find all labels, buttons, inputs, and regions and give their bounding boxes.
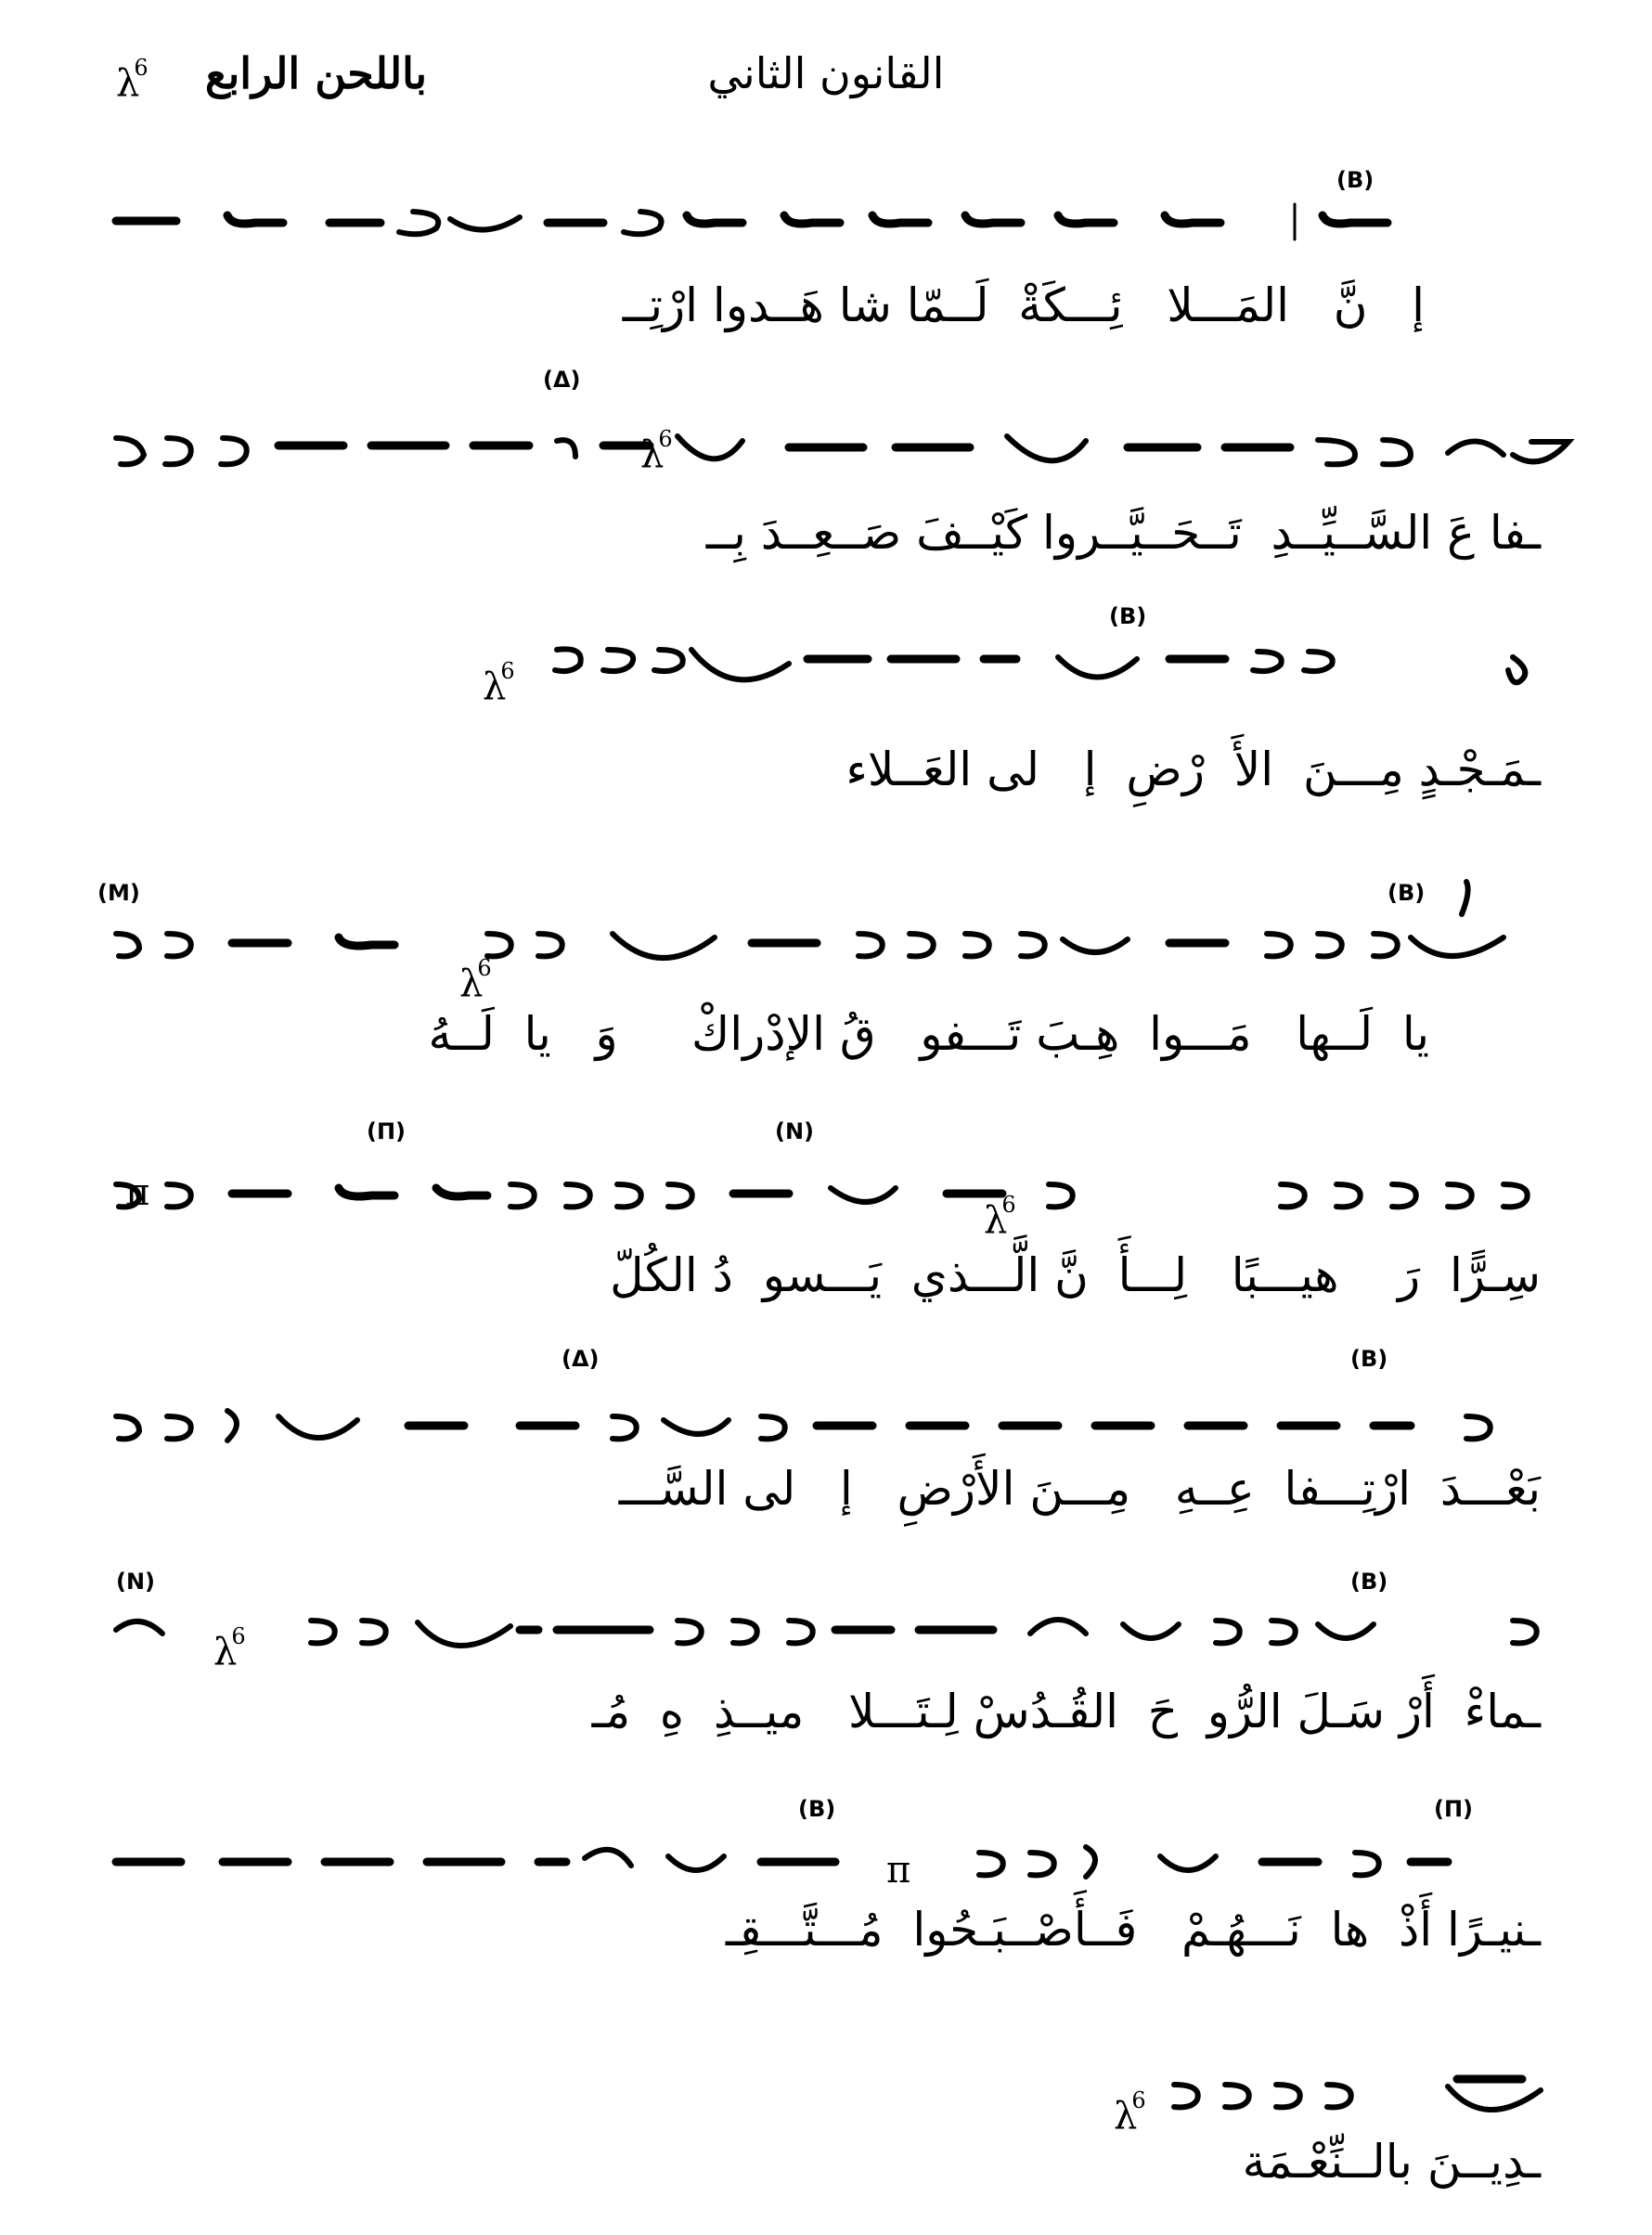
marker-label: (M) (97, 880, 140, 906)
martyria-pa-icon: π (125, 1171, 150, 1214)
neume-row-1 (0, 158, 1652, 278)
tone-sign-icon (116, 55, 154, 105)
martyria-pa-icon: π (886, 1849, 911, 1892)
marker-label: (Π) (1434, 1796, 1474, 1822)
lyric-line-4: يا لَــها مَـــوا هِـبَ تَـــفو قُ الإدْراكْ وَ يا لَــهُ (428, 1007, 1429, 1061)
lyric-line-2: ـفا عَ السَّــيِّــدِ تَــحَــيَّــروا كَيْــفَ صَــعِــدَ بِــ (705, 506, 1541, 560)
lyric-line-7: ـماءْ أَرْ سَـلَ الرُّو حَ القُـدُسْ لِـتَـــلا ميــذِ هِ مُـ (591, 1685, 1541, 1738)
marker-label: (B) (1350, 1346, 1388, 1372)
marker-label: (Δ) (543, 367, 581, 393)
martyria-icon: $\lambda^6$ (459, 955, 492, 1005)
martyria-icon: $\lambda^6$ (213, 1623, 246, 1673)
marker-label: (B) (798, 1796, 836, 1822)
neume-row-3 (0, 613, 1652, 724)
tone-title: باللحن الرابع (204, 48, 427, 98)
page-title: القانون الثاني (707, 48, 945, 98)
martyria-icon: $\lambda^6$ (1114, 2087, 1146, 2138)
marker-label: (N) (775, 1118, 815, 1144)
marker-label: (B) (1350, 1569, 1388, 1595)
lyric-line-8: ـنيـرًا أَذْ ها نَـــهُـمْ فَــأَصْــبَـحُوا مُـــتَّـــقِـ (725, 1903, 1541, 1957)
neume-row-4 (0, 891, 1652, 1012)
martyria-icon: $\lambda^6$ (984, 1192, 1016, 1242)
martyria-icon: $\lambda^6$ (640, 426, 673, 476)
tone-sign-letter: λ (116, 62, 140, 105)
marker-label: (B) (1109, 603, 1147, 629)
tone-sign-sup: 6 (134, 55, 148, 81)
martyria-icon: $\lambda^6$ (483, 658, 515, 708)
marker-label: (N) (116, 1569, 156, 1595)
lyric-line-3: ـمَـجْـدٍ مِـــنَ الأَ رْضِ إ لى العَــلاء (845, 743, 1541, 796)
neume-row-5 (0, 1142, 1652, 1262)
marker-label: (B) (1387, 880, 1426, 906)
lyric-line-1: إ نَّ المَـــلا ئِـــكَةْ لَــمّا شا هَــدوا ارْتِــ (622, 278, 1425, 332)
marker-label: (B) (1336, 167, 1375, 193)
lyric-line-5: سِـرًّا رَ هيـــبًا لِـــأَ نَّ الَّـــذي يَـــسو دُ الكُلّ (610, 1248, 1541, 1302)
marker-label: (Δ) (561, 1346, 600, 1372)
lyric-line-9: ـدِيــنَ بالــنِّعْـمَة (1242, 2135, 1541, 2189)
lyric-line-6: بَعْـــدَ ارْتِـــفا عِــهِ مِـــنَ الأَرْضِ إ لى السَّـــ (618, 1462, 1541, 1516)
marker-label: (Π) (367, 1118, 407, 1144)
